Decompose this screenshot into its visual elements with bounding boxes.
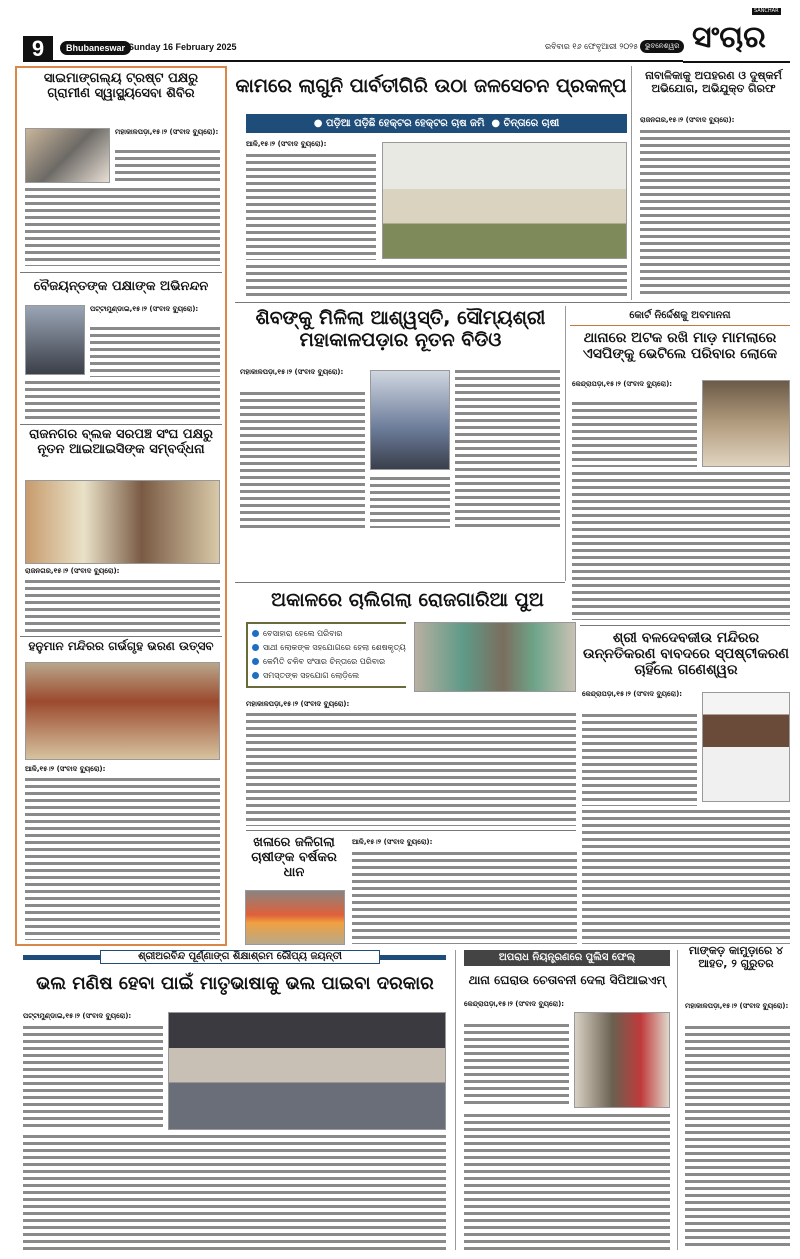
paddy-dateline: ଆଳି,୧୫।୨ (ସଂବାଦ ବ୍ୟୁରୋ): xyxy=(352,838,433,846)
court-body xyxy=(572,400,697,467)
court-headline: ଥାନାରେ ଅଟକ ରଖି ମାଡ଼ ମାମଲାରେ ଏସପିଙ୍କୁ ଭେଟିଲେ ପରିବାର ଲୋକେ xyxy=(582,330,778,363)
divider xyxy=(580,625,790,626)
health-camp-photo xyxy=(25,128,110,183)
bullet-item: ସମସ୍ତଙ୍କ ସହଯୋଗ ଲୋଡ଼ିଲେ xyxy=(252,669,402,683)
irrigation-body xyxy=(246,263,627,298)
divider xyxy=(20,636,222,637)
hanuman-headline: ହନୁମାନ ମନ୍ଦିରର ଗର୍ଭଗୃହ ଭରଣ ଉତ୍ସବ xyxy=(28,639,214,653)
temple-headline: ଶ୍ରୀ ବଳଦେବଜୀଉ ମନ୍ଦିରର ଉନ୍ନତିକରଣ ବାବଦରେ ସ୍ପଷ୍ଟୀକରଣ ଚାହିଁଲେ ଗଣେଶ୍ୱର xyxy=(583,630,789,679)
temple-body xyxy=(582,712,697,806)
kidnap-dateline: ରାଜନଗର,୧୫।୨ (ସଂବାଦ ବ୍ୟୁରୋ): xyxy=(640,116,735,124)
language-body xyxy=(23,1133,446,1251)
court-photo xyxy=(702,380,790,467)
health-camp-headline: ସାଇମାଙ୍ଗଲ୍ୟ ଟ୍ରଷ୍ଟ ପକ୍ଷରୁ ଗ୍ରାମୀଣ ସ୍ୱାସ୍ଥ୍ୟସେବା ଶିବିର xyxy=(43,71,199,101)
divider xyxy=(246,830,576,831)
language-body xyxy=(23,1024,163,1130)
newspaper-logo: ସଂଚାର xyxy=(692,20,766,55)
irrigation-subhead-band: ● ପଡ଼ିଆ ପଡ଼ିଛି ହେକ୍ଟର ହେକ୍ଟର ଚାଷ ଜମି ● ଚିନ୍ତାରେ ଚାଷୀ xyxy=(246,114,627,133)
bdo-body xyxy=(455,368,560,528)
bdo-headline: ଶିବଙ୍କୁ ମିଳିଲା ଆଶ୍ୱସ୍ତି, ସୌମ୍ୟଶ୍ରୀ ମହାକାଳପଡ଼ାର ନୂତନ ବିଡିଓ xyxy=(255,307,546,351)
police-headline: ଥାନା ଘେରାଉ ଚେତାବନୀ ଦେଲା ସିପିଆଇଏମ୍ xyxy=(468,973,666,987)
baijayant-body xyxy=(90,325,220,377)
edition-city-odia: ଭୁବନେଶ୍ୱର xyxy=(640,40,684,53)
health-camp-body xyxy=(25,186,220,266)
health-camp-dateline: ମହାକାଳପଡ଼ା,୧୫।୨ (ସଂବାଦ ବ୍ୟୁରୋ): xyxy=(115,128,219,136)
paddy-fire-photo xyxy=(245,890,345,945)
temple-body xyxy=(582,808,790,944)
grieving-women-photo xyxy=(414,622,576,692)
police-body xyxy=(464,1112,670,1250)
kidnap-body xyxy=(640,128,790,298)
baijayant-headline: ବୈଜୟନ୍ତଙ୍କ ପକ୍ଷାଙ୍କ ଅଭିନନ୍ଦନ xyxy=(33,279,209,294)
irrigation-body xyxy=(246,152,376,260)
sarpanch-photo xyxy=(25,480,220,564)
divider xyxy=(20,272,222,273)
monkey-dateline: ମହାକାଳପଡ଼ା,୧୫।୨ (ସଂବାଦ ବ୍ୟୁରୋ): xyxy=(685,1002,789,1010)
edition-date: Sunday 16 February 2025 xyxy=(128,42,237,52)
police-dateline: କେନ୍ଦ୍ରାପଡ଼ା,୧୫।୨ (ସଂବାଦ ବ୍ୟୁରୋ): xyxy=(464,1000,565,1008)
hanuman-dateline: ଆଳି,୧୫।୨ (ସଂବାଦ ବ୍ୟୁରୋ): xyxy=(25,765,106,773)
divider xyxy=(235,582,565,583)
divider xyxy=(677,950,678,1250)
divider xyxy=(631,66,632,300)
bdo-dateline: ମହାକାଳପଡ଼ା,୧୫।୨ (ସଂବାଦ ବ୍ୟୁରୋ): xyxy=(240,368,344,376)
baijayant-dateline: ପଟ୍ଟାମୁଣ୍ଡାଇ,୧୫।୨ (ସଂବାଦ ବ୍ୟୁରୋ): xyxy=(90,305,199,313)
son-dateline: ମହାକାଳପଡ଼ା,୧୫।୨ (ସଂବାଦ ବ୍ୟୁରୋ): xyxy=(246,700,350,708)
edition-date-odia: ରବିବାର ୧୬ ଫେବୃଆରୀ ୨୦୨୫ xyxy=(545,42,639,51)
son-headline: ଅକାଳରେ ଚାଲିଗଲା ରୋଜଗାରିଆ ପୁଅ xyxy=(271,589,544,611)
monkey-headline: ମାଙ୍କଡ଼ କାମୁଡ଼ାରେ ୪ ଆହତ, ୨ ଗୁରୁତର xyxy=(688,944,784,970)
sarpanch-headline: ରାଜନଗର ବ୍ଲକ ସରପଞ୍ଚ ସଂଘ ପକ୍ଷରୁ ନୂତନ ଆଇଆଇସିଙ୍କ ସମ୍ବର୍ଦ୍ଧନା xyxy=(29,427,213,457)
bullet-item: କେମିତି ଚଳିବ ସଂସାର ଚିନ୍ତାରେ ପରିବାର xyxy=(252,655,402,669)
masthead-rule xyxy=(683,61,790,63)
irrigation-headline: କାମରେ ଲାଗୁନି ପାର୍ବତୀଗିରି ଉଠା ଜଳସେଚନ ପ୍ରକଳ୍ପ xyxy=(235,75,627,97)
monkey-body xyxy=(685,1024,790,1250)
son-bullet-box xyxy=(246,622,406,688)
baijayant-body xyxy=(25,379,220,419)
police-photo xyxy=(574,1012,670,1108)
divider xyxy=(20,424,222,425)
ganeswar-portrait xyxy=(702,692,790,802)
hanuman-body xyxy=(25,776,220,940)
divider xyxy=(235,302,790,303)
language-dateline: ପଟ୍ଟାମୁଣ୍ଡାଇ,୧୫।୨ (ସଂବାଦ ବ୍ୟୁରୋ): xyxy=(23,1012,132,1020)
kidnap-headline: ନାବାଳିକାକୁ ଅପହରଣ ଓ ଦୁଷ୍କର୍ମ ଅଭିଯୋଗ, ଅଭିଯୁକ୍ତ ଗିରଫ xyxy=(645,69,782,95)
pump-house-photo xyxy=(382,142,627,259)
paddy-headline: ଖଳାରେ ଜଳିଗଲା ଚାଷୀଙ୍କ ବର୍ଷକର ଧାନ xyxy=(251,835,337,880)
court-kicker: କୋର୍ଟ ନିର୍ଦ୍ଦେଶକୁ ଅବମାନନା xyxy=(570,310,790,326)
language-headline: ଭଲ ମଣିଷ ହେବା ପାଇଁ ମାତୃଭାଷାକୁ ଭଲ ପାଇବା ଦରକାର xyxy=(36,973,434,994)
irrigation-dateline: ଆଳି,୧୫।୨ (ସଂବାଦ ବ୍ୟୁରୋ): xyxy=(246,140,327,148)
sarpanch-dateline: ରାଜନଗର,୧୫।୨ (ସଂବାଦ ବ୍ୟୁରୋ): xyxy=(25,567,120,575)
bdo-photo xyxy=(370,370,450,470)
hanuman-photo xyxy=(25,662,220,760)
divider xyxy=(455,950,456,1250)
police-body xyxy=(464,1022,569,1108)
bullet-item: ବେସାହାରା ହେଲେ ପରିବାର xyxy=(252,627,402,641)
sarpanch-body xyxy=(25,578,220,632)
court-dateline: କେନ୍ଦ୍ରାପଡ଼ା,୧୫।୨ (ସଂବାଦ ବ୍ୟୁରୋ): xyxy=(572,380,673,388)
bullet-item: ସାଥୀ ଲୋକଙ୍କ ସହଯୋଗରେ ହେଲା ଶେଷକୃତ୍ୟ xyxy=(252,641,402,655)
health-camp-body xyxy=(115,148,220,184)
paddy-body xyxy=(352,850,577,944)
newspaper-logo-tag: SANCHAR xyxy=(754,8,779,14)
page-number: 9 xyxy=(23,36,53,62)
jubilee-photo xyxy=(168,1012,446,1130)
son-body xyxy=(246,711,576,826)
baijayant-photo xyxy=(25,305,85,375)
bdo-body xyxy=(240,390,365,528)
divider xyxy=(565,306,566,581)
temple-dateline: କେନ୍ଦ୍ରାପଡ଼ା,୧୫।୨ (ସଂବାଦ ବ୍ୟୁରୋ): xyxy=(582,690,683,698)
language-kicker: ଶ୍ରୀଅରବିନ୍ଦ ପୂର୍ଣ୍ଣାଙ୍ଗ ଶିକ୍ଷାଶ୍ରମ ରୌପ୍ୟ ଜୟନ୍ତୀ xyxy=(100,950,380,964)
court-body xyxy=(572,470,790,620)
edition-city: Bhubaneswar xyxy=(60,41,131,55)
bdo-body xyxy=(370,475,450,528)
police-kicker: ଅପରାଧ ନିୟନ୍ତ୍ରଣରେ ପୁଲିସ ଫେଲ୍ xyxy=(464,950,670,966)
